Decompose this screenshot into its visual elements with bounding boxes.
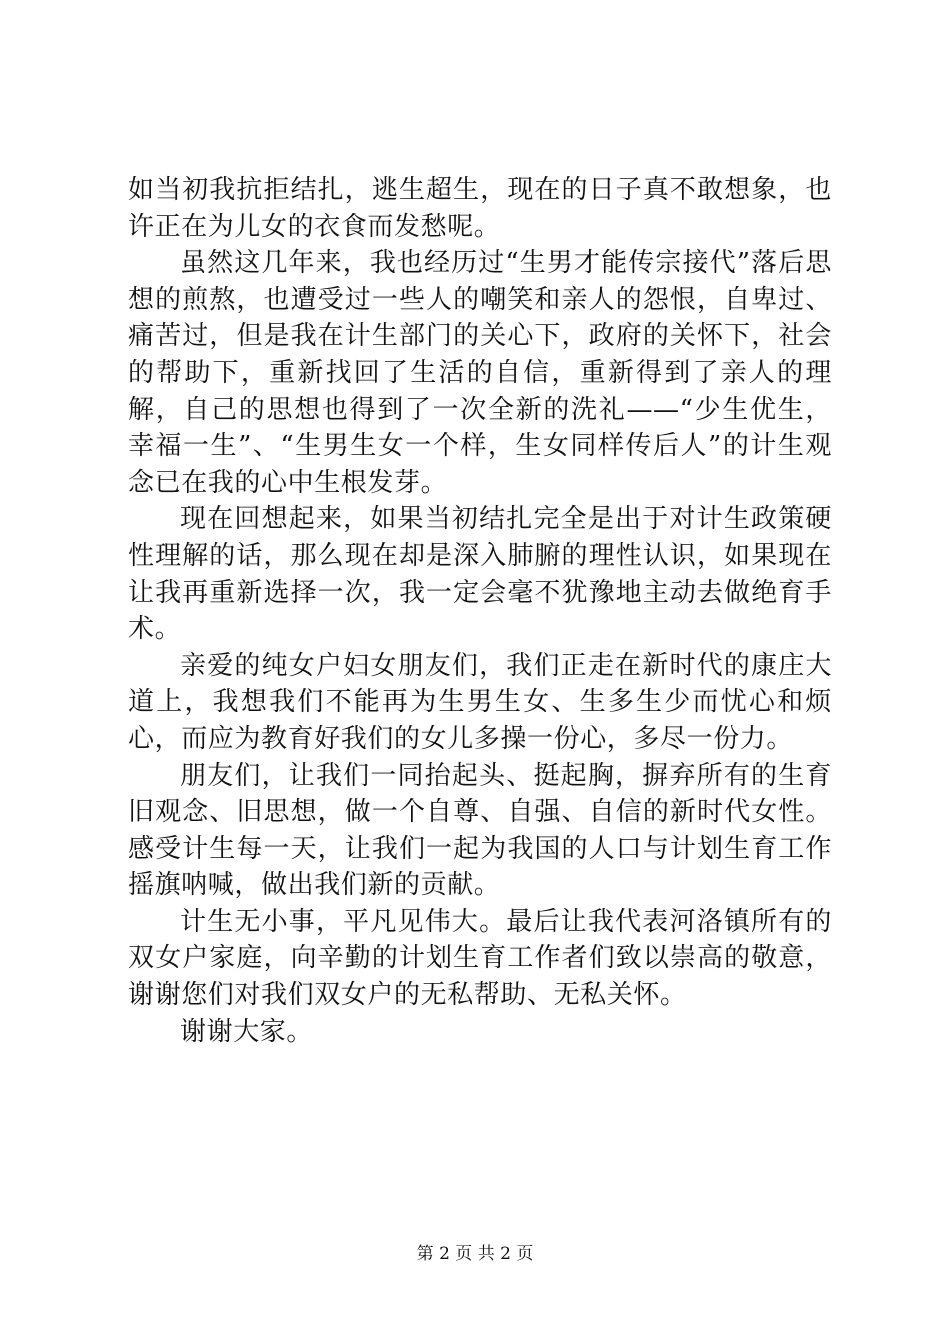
paragraph: 计生无小事，平凡见伟大。最后让我代表河洛镇所有的双女户家庭，向辛勤的计划生育工作者们致以崇高的敬意，谢谢您们对我们双女户的无私帮助、无私关怀。 [128,906,832,1011]
paragraph: 亲爱的纯女户妇女朋友们，我们正走在新时代的康庄大道上，我想我们不能再为生男生女、生多生少而忧心和烦心，而应为教育好我们的女儿多操一份心，多尽一份力。 [128,650,832,754]
paragraph: 现在回想起来，如果当初结扎完全是出于对计生政策硬性理解的话，那么现在却是深入肺腑的理性认识，如果现在让我再重新选择一次，我一定会毫不犹豫地主动去做绝育手术。 [128,504,832,645]
page-number-footer: 第 2 页 共 2 页 [416,1244,534,1264]
paragraph: 朋友们，让我们一同抬起头、挺起胸，摒弃所有的生育旧观念、旧思想，做一个自尊、自强、自信的新时代女性。感受计生每一天，让我们一起为我国的人口与计划生育工作摇旗呐喊，做出我们新的贡献。 [128,760,832,901]
closing-paragraph: 谢谢大家。 [180,1016,314,1047]
paragraph-continuation: 如当初我抗拒结扎，逃生超生，现在的日子真不敢想象，也许正在为儿女的衣食而发愁呢。 [128,175,832,242]
paragraph: 虽然这几年来，我也经历过“生男才能传宗接代”落后思想的煎熬，也遭受过一些人的嘲笑和亲人的怨恨，自卑过、痛苦过，但是我在计生部门的关心下，政府的关怀下，社会的帮助下，重新找回了生活的自信，重新得到了亲人的理解，自己的思想也得到了一次全新的洗礼——“少生优生，幸福一生”、“生男生女一个样，生女同样传后人”的计生观念已在我的心中生根发芽。 [128,248,832,498]
document-body [128,172,832,1050]
